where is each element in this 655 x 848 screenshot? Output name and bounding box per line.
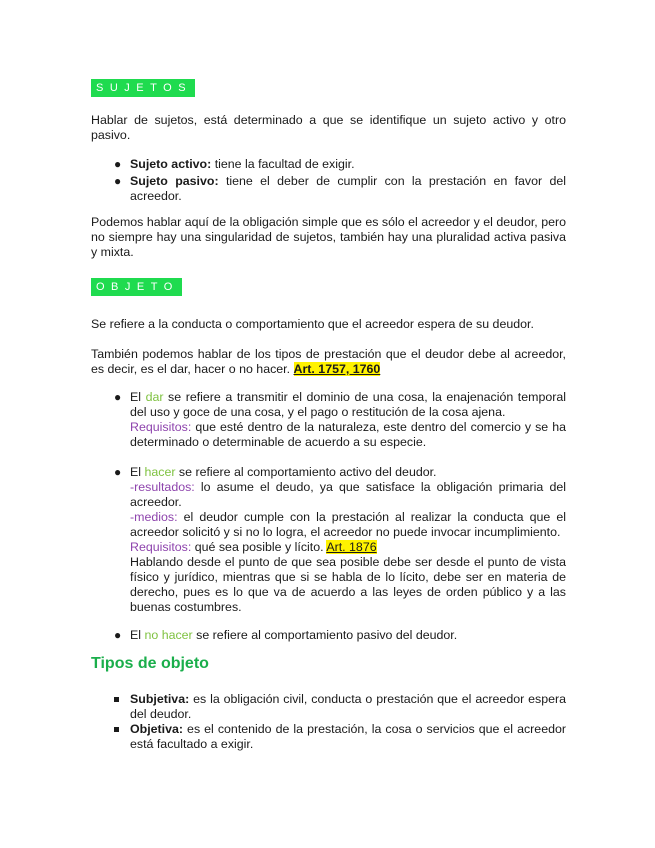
section-heading-tipos: Tipos de objeto xyxy=(91,655,209,672)
square-bullet-icon xyxy=(114,697,119,702)
list-item-sujeto-activo: Sujeto activo: tiene la facultad de exigir. xyxy=(130,157,355,171)
bullet-icon: ● xyxy=(114,628,122,642)
article-reference: Art. 1876 xyxy=(326,540,377,554)
section-heading-sujetos: SUJETOS xyxy=(91,79,195,97)
bullet-icon: ● xyxy=(114,157,122,171)
list-item-subjetiva: Subjetiva: es la obligación civil, conducta o prestación que el acreedor espera del deudor. xyxy=(130,692,566,721)
list-item-hacer: El hacer se refiere al comportamiento activo del deudor. -resultados: lo asume el deudo, ya que satisface la obligación primaria del acreedor. -medios: el deudor cumple con la prestación al realizar la conducta que el acreedor solicitó y si no lo logra, el acreedor no puede invocar incumplimiento. Requisitos: qué sea posible y lícito. Art. 1876 Hablando desde el punto de que sea posible debe ser desde el punto de vista físico y jurídico, mientras que si se habla de lo lícito, debe ser en materia de derecho, pues es lo que va de acuerdo a las leyes de orden público y a las buenas costumbres. xyxy=(130,465,566,614)
section-heading-objeto: OBJETO xyxy=(91,278,182,296)
sujetos-closing: Podemos hablar aquí de la obligación simple que es sólo el acreedor y el deudor, pero no siempre hay una singularidad de sujetos, también hay una pluralidad activa pasiva y mixta. xyxy=(91,215,566,259)
bullet-icon: ● xyxy=(114,390,122,404)
bullet-icon: ● xyxy=(114,465,122,479)
objeto-p1: Se refiere a la conducta o comportamiento que el acreedor espera de su deudor. xyxy=(91,317,534,331)
list-item-objetiva: Objetiva: es el contenido de la prestación, la cosa o servicios que el acreedor está facultado a exigir. xyxy=(130,722,566,751)
list-item-dar: El dar se refiere a transmitir el dominio de una cosa, la enajenación temporal del uso y goce de una cosa, y el pago o restitución de la cosa ajena. Requisitos: que esté dentro de la naturaleza, este dentro del comercio y se ha determinado o determinable de acuerdo a su especie. xyxy=(130,390,566,449)
list-item-sujeto-pasivo: Sujeto pasivo: tiene el deber de cumplir con la prestación en favor del acreedor. xyxy=(130,174,566,203)
square-bullet-icon xyxy=(114,727,119,732)
bullet-icon: ● xyxy=(114,174,122,188)
sujetos-intro: Hablar de sujetos, está determinado a que se identifique un sujeto activo y otro pasivo. xyxy=(91,113,566,142)
list-item-no-hacer: El no hacer se refiere al comportamiento pasivo del deudor. xyxy=(130,628,458,642)
article-reference: Art. 1757, 1760 xyxy=(293,362,381,376)
objeto-p2: También podemos hablar de los tipos de prestación que el deudor debe al acreedor, es decir, es el dar, hacer o no hacer. Art. 1757, 1760 xyxy=(91,347,566,376)
